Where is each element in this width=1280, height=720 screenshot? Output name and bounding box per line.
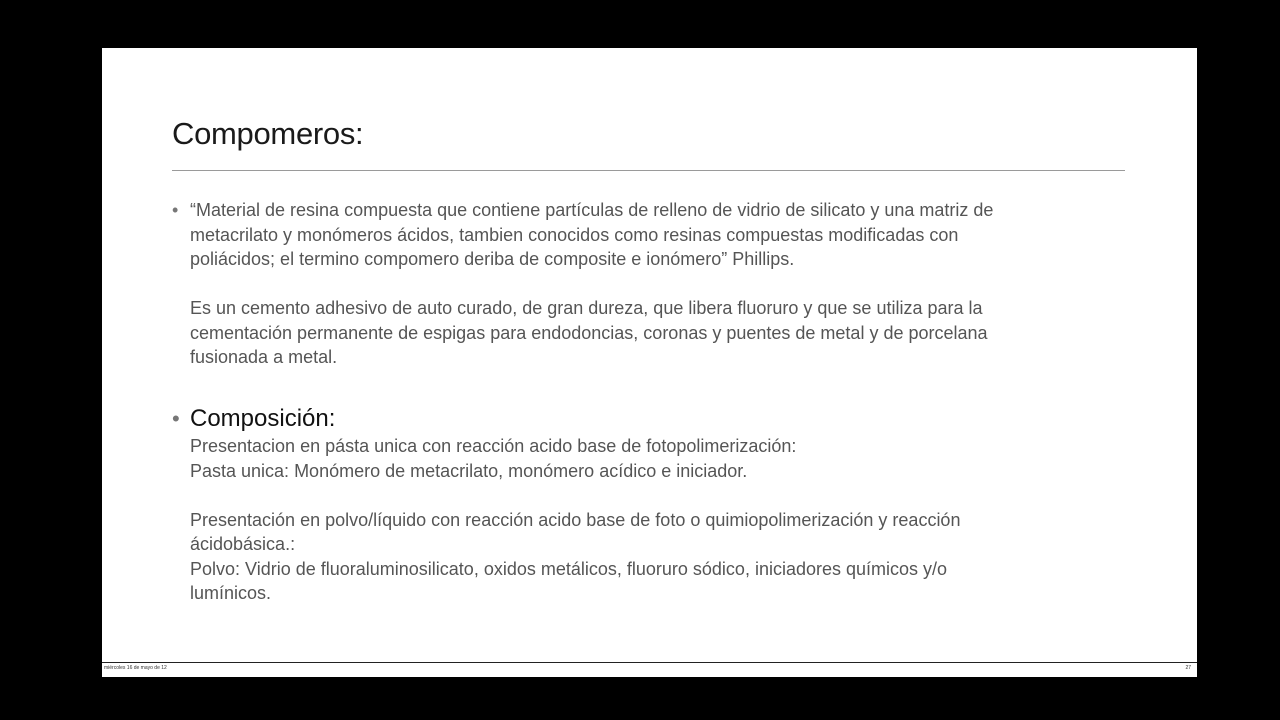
text-line: lumínicos. bbox=[190, 583, 272, 603]
text-line: Pasta unica: Monómero de metacrilato, monómero acídico e iniciador. bbox=[190, 460, 748, 481]
bullet-definition bbox=[172, 198, 1132, 370]
text-line: fusionada a metal. bbox=[190, 347, 338, 367]
bullet-icon: • bbox=[172, 200, 179, 220]
slide bbox=[102, 48, 1197, 662]
page-number: 27 bbox=[1185, 665, 1191, 671]
title-divider bbox=[172, 170, 1125, 171]
bullet-icon: • bbox=[172, 406, 180, 431]
definition-paragraph bbox=[190, 198, 1132, 370]
composition-paragraph bbox=[190, 434, 1132, 606]
text-line: Es un cemento adhesivo de auto curado, de gran dureza, que libera fluoruro y que se utiliza para la bbox=[190, 298, 983, 318]
text-line: Polvo: Vidrio de fluoraluminosilicato, oxidos metálicos, fluoruro sódico, iniciadores químicos y/o bbox=[190, 558, 948, 579]
paragraph-gap bbox=[190, 483, 1132, 508]
bullet-composition bbox=[172, 404, 1132, 606]
text-line: Presentacion en pásta unica con reacción acido base de fotopolimerización: bbox=[190, 436, 797, 456]
composition-heading: Composición: bbox=[190, 405, 336, 432]
text-line: ácidobásica.: bbox=[190, 534, 296, 554]
slide-title: Compomeros: bbox=[172, 116, 364, 151]
text-line: Presentación en polvo/líquido con reacción acido base de foto o quimiopolimerización y reacción bbox=[190, 509, 961, 530]
footer-date: miércoles 16 de mayo de 12 bbox=[104, 665, 167, 671]
text-line: poliácidos; el termino compomero deriba de composite e ionómero” Phillips. bbox=[190, 249, 795, 269]
text-line: “Material de resina compuesta que contiene partículas de relleno de vidrio de silicato y una matriz de bbox=[190, 200, 994, 220]
text-line: metacrilato y monómeros ácidos, tambien conocidos como resinas compuestas modificadas con bbox=[190, 224, 959, 245]
text-line: cementación permanente de espigas para endodoncias, coronas y puentes de metal y de porcelana bbox=[190, 322, 988, 343]
paragraph-gap bbox=[190, 272, 1132, 297]
slide-footer bbox=[102, 662, 1197, 677]
